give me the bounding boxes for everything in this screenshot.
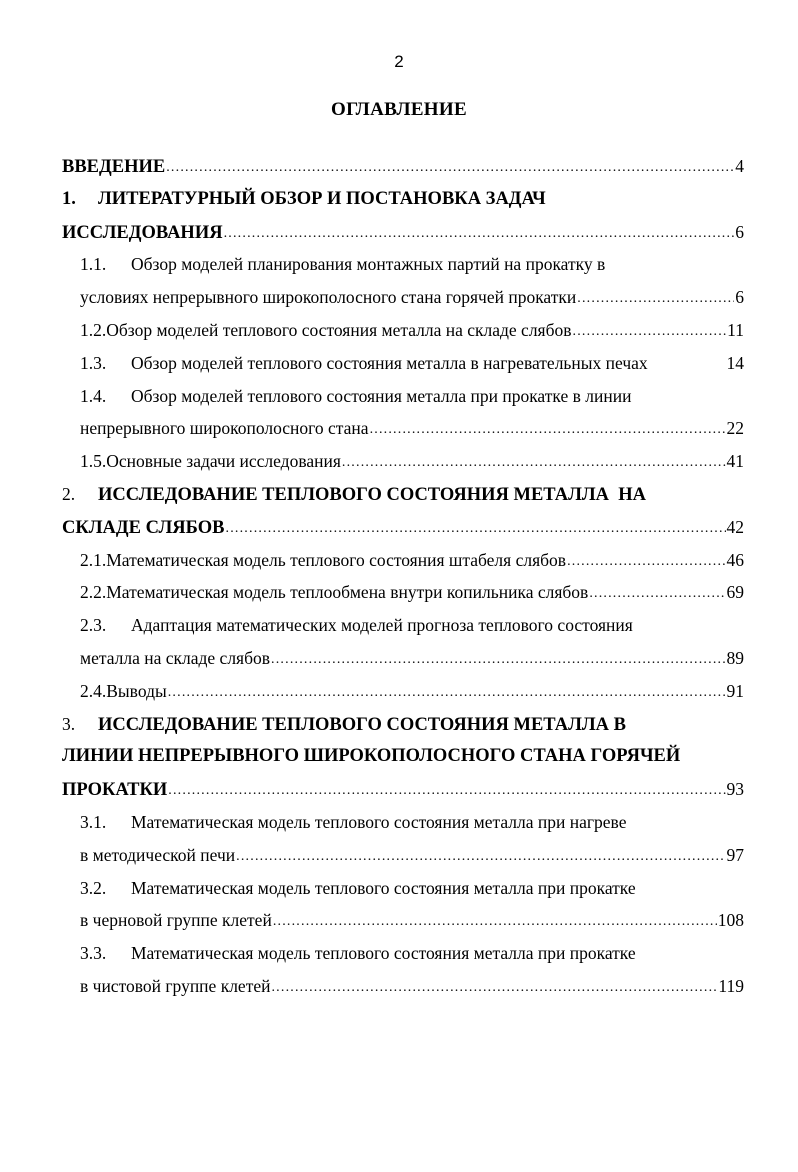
toc-entry-2-2[interactable] <box>62 576 744 609</box>
toc-entry-2-3-cont[interactable] <box>62 642 744 675</box>
entry-number: 1.3. <box>80 352 107 373</box>
entry-page: 22 <box>726 418 744 439</box>
entry-title: Обзор моделей теплового состояния металла при прокатке в линии <box>131 385 632 406</box>
toc-title: ОГЛАВЛЕНИЕ <box>331 99 467 120</box>
toc-entry-1-1[interactable] <box>62 248 744 281</box>
entry-title: Адаптация математических моделей прогноза теплового состояния <box>131 615 633 636</box>
dot-leader <box>236 841 725 874</box>
entry-page: 108 <box>717 910 744 931</box>
entry-title-cont: в чистовой группе клетей <box>80 975 271 996</box>
dot-leader <box>370 414 726 447</box>
entry-title: ИССЛЕДОВАНИЕ ТЕПЛОВОГО СОСТОЯНИЯ МЕТАЛЛА НА <box>98 484 646 505</box>
entry-title: Основные задачи исследования <box>106 451 341 472</box>
dot-leader <box>342 447 726 480</box>
entry-page: 41 <box>726 451 744 472</box>
dot-leader <box>273 906 717 939</box>
dot-leader <box>573 316 727 349</box>
entry-page: 6 <box>735 221 744 242</box>
dot-leader <box>166 152 734 185</box>
entry-title: Математическая модель теплообмена внутри копильника слябов <box>106 582 589 603</box>
entry-title: Математическая модель теплового состояния металла при нагреве <box>131 811 627 832</box>
toc-entry-3-2[interactable] <box>62 872 744 905</box>
entry-page: 93 <box>726 779 744 800</box>
toc-entry-3-1[interactable] <box>62 806 744 839</box>
toc-entry-1-4[interactable] <box>62 380 744 413</box>
entry-page: 4 <box>735 156 744 176</box>
page-number: 2 <box>394 52 404 71</box>
toc-entry-chapter-1[interactable] <box>62 183 744 216</box>
entry-number: 3.2. <box>80 877 107 898</box>
toc-entry-1-5[interactable] <box>62 445 744 478</box>
entry-page: 42 <box>726 516 744 537</box>
toc-entry-introduction[interactable] <box>62 150 744 183</box>
entry-title: ИССЛЕДОВАНИЕ ТЕПЛОВОГО СОСТОЯНИЯ МЕТАЛЛА В <box>98 714 626 735</box>
entry-number: 2.3. <box>80 615 107 636</box>
toc-entry-1-3[interactable] <box>62 347 744 380</box>
toc-entry-3-3-cont[interactable] <box>62 970 744 1003</box>
toc-entry-3-1-cont[interactable] <box>62 839 744 872</box>
entry-number: 1. <box>62 188 76 209</box>
entry-title: Выводы <box>106 680 167 701</box>
toc-entry-chapter-2-cont[interactable] <box>62 511 744 544</box>
entry-number: 1.2. <box>80 319 107 340</box>
entry-page: 119 <box>718 975 744 996</box>
entry-title: Обзор моделей теплового состояния металла в нагревательных печах <box>131 352 648 373</box>
dot-leader <box>577 283 734 316</box>
entry-page: 14 <box>726 352 744 373</box>
toc-entry-chapter-3-cont[interactable] <box>62 740 744 773</box>
dot-leader <box>271 972 717 1005</box>
dot-leader <box>224 218 735 251</box>
entry-page: 89 <box>726 647 744 668</box>
entry-number: 3.3. <box>80 943 107 964</box>
entry-page: 6 <box>735 287 744 308</box>
entry-page: 91 <box>726 680 744 701</box>
entry-title-cont: ИССЛЕДОВАНИЯ <box>62 222 223 243</box>
entry-title: Математическая модель теплового состояния штабеля слябов <box>106 549 567 570</box>
entry-number: 1.5. <box>80 451 107 472</box>
entry-title: Обзор моделей планирования монтажных партий на прокатку в <box>131 254 606 275</box>
toc-entry-chapter-3-cont-2[interactable] <box>62 773 744 806</box>
entry-number: 2.4. <box>80 680 107 701</box>
toc-entry-1-2[interactable] <box>62 314 744 347</box>
toc-entry-1-1-cont[interactable] <box>62 281 744 314</box>
entry-number: 2.2. <box>80 582 107 603</box>
dot-leader <box>271 644 725 677</box>
entry-page: 11 <box>727 319 744 340</box>
entry-title: Обзор моделей теплового состояния металла на складе слябов <box>106 319 572 340</box>
dot-leader <box>589 578 725 611</box>
entry-title-cont: СКЛАДЕ СЛЯБОВ <box>62 517 225 538</box>
dot-leader <box>168 775 725 808</box>
toc-entry-chapter-2[interactable] <box>62 478 744 511</box>
toc-entry-2-4[interactable] <box>62 675 744 708</box>
entry-title-cont: условиях непрерывного широкополосного стана горячей прокатки <box>80 287 577 308</box>
entry-number: 1.4. <box>80 385 107 406</box>
toc-entry-2-3[interactable] <box>62 609 744 642</box>
entry-title-cont: непрерывного широкополосного стана <box>80 418 369 439</box>
toc-entry-chapter-3[interactable] <box>62 708 744 741</box>
entry-title: Математическая модель теплового состояния металла при прокатке <box>131 943 636 964</box>
toc-entry-3-2-cont[interactable] <box>62 904 744 937</box>
entry-number: 1.1. <box>80 254 107 275</box>
table-of-contents <box>62 150 744 1003</box>
entry-title: ВВЕДЕНИЕ <box>62 157 166 177</box>
entry-title-cont: в черновой группе клетей <box>80 910 272 931</box>
entry-title-cont: в методической печи <box>80 844 236 865</box>
toc-entry-chapter-1-cont[interactable] <box>62 216 744 249</box>
dot-leader <box>226 513 726 546</box>
entry-title: ЛИТЕРАТУРНЫЙ ОБЗОР И ПОСТАНОВКА ЗАДАЧ <box>98 188 546 209</box>
entry-number: 3.1. <box>80 811 107 832</box>
entry-number: 2.1. <box>80 549 107 570</box>
entry-page: 46 <box>726 549 744 570</box>
toc-entry-3-3[interactable] <box>62 937 744 970</box>
entry-title: Математическая модель теплового состояния металла при прокатке <box>131 877 636 898</box>
entry-title-cont: ПРОКАТКИ <box>62 780 168 801</box>
entry-title-cont: ЛИНИИ НЕПРЕРЫВНОГО ШИРОКОПОЛОСНОГО СТАНА ГОРЯЧЕЙ <box>62 746 681 767</box>
entry-page: 97 <box>726 844 744 865</box>
entry-number: 2. <box>62 483 76 504</box>
entry-page: 69 <box>726 582 744 603</box>
dot-leader <box>567 546 725 579</box>
toc-entry-2-1[interactable] <box>62 544 744 577</box>
entry-number: 3. <box>62 713 76 734</box>
entry-title-cont: металла на складе слябов <box>80 647 271 668</box>
dot-leader <box>168 677 726 710</box>
toc-entry-1-4-cont[interactable] <box>62 412 744 445</box>
